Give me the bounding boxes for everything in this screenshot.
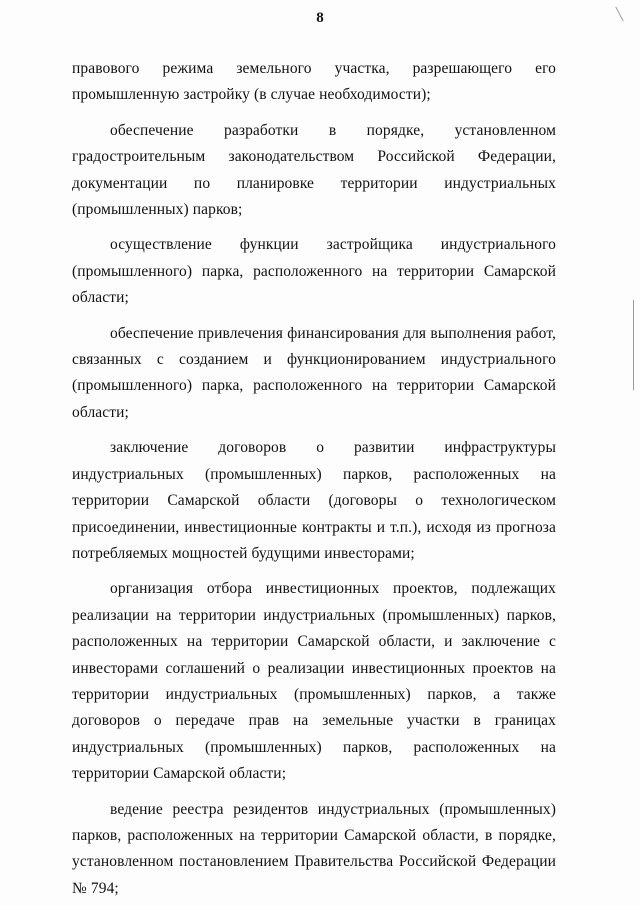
paragraph-resident-registry: ведение реестра резидентов индустриальных (промышленных) парков, расположенных на территории Самарской области, в порядке, установленном постановлением Правительства Российской Федерации № 794; xyxy=(72,800,556,897)
page-number: 8 xyxy=(316,10,324,26)
paragraph-developer-function: осуществление функции застройщика индустриального (промышленного) парка, расположенного на территории Самарской области; xyxy=(72,236,556,307)
paragraph-infrastructure-contracts: заключение договоров о развитии инфраструктуры индустриальных (промышленных) парков, расположенных на территории Самарской области (договоры о технологическом присоединении, инвестиционные контракты и т.п.), исходя из прогноза потребляемых мощностей будущими инвесторами; xyxy=(72,439,556,562)
paragraph-continuation: правового режима земельного участка, разрешающего его промышленную застройку (в случае необходимости); xyxy=(72,60,556,104)
scan-edge-line xyxy=(633,300,634,390)
paragraph-financing: обеспечение привлечения финансирования для выполнения работ, связанных с созданием и функционированием индустриального (промышленного) парка, расположенного на территории Самарской области; xyxy=(72,324,556,421)
document-body xyxy=(72,56,556,911)
paragraph-planning-documentation: обеспечение разработки в порядке, установленном градостроительным законодательством Российской Федерации, документации по планировке территории индустриальных (промышленных) парков; xyxy=(72,121,556,219)
paragraph-project-selection: организация отбора инвестиционных проектов, подлежащих реализации на территории индустриальных (промышленных) парков, расположенных на территории Самарской области, и заключение с инвесторами соглашений о реализации инвестиционных проектов на территории индустриальных (промышленных) парков, а также договоров о передаче прав на земельные участки в границах индустриальных (промышленных) парков, расположенных на территории Самарской области; xyxy=(72,580,556,783)
